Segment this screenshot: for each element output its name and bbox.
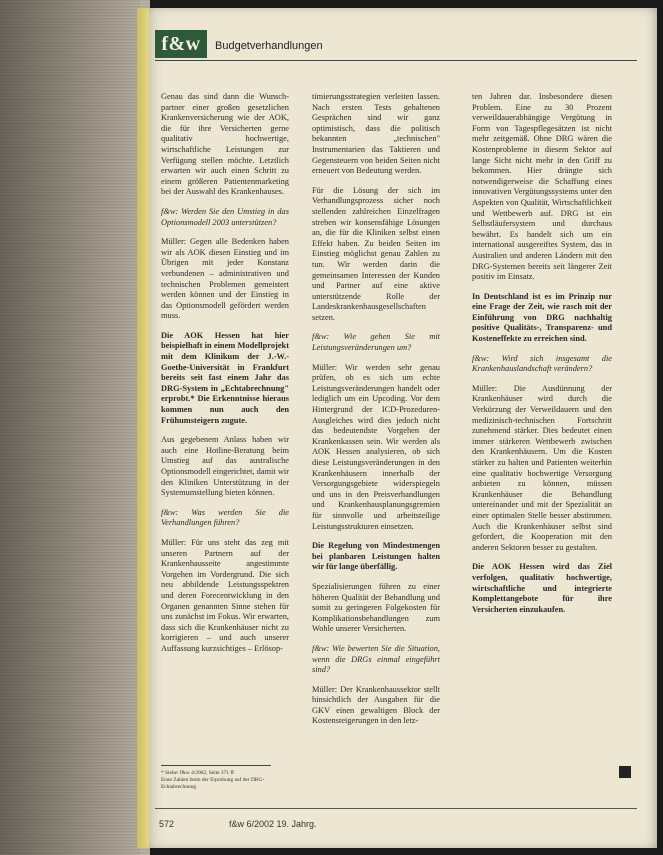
section-title: Budgetverhandlungen [215, 40, 323, 52]
interview-question: f&w: Wird sich insgesamt die Krankenhauslandschaft verändern? [472, 353, 612, 374]
paragraph: Genau das sind dann die Wunsch-partner einer großen gesetzlichen Krankenversicherung wie der AOK, die für ihre Versicherten gerne qualitativ hochwertige, wirtschaftliche Leistungen zur Verfügung stellen möchte. Letztlich erwarten wir auch einen Schritt zu einem größeren Patientenmarketing bei der Auswahl des Krankenhauses. [161, 92, 289, 197]
page-number: 572 [159, 819, 175, 829]
paragraph: Müller: Der Krankenhaussektor stellt hinsichtlich der Ausgaben für die GKV einen gewaltigen Block der Kostensteigerungen in den letz- [312, 684, 440, 726]
interview-question: f&w: Werden Sie den Umstieg in das Optionsmodell 2003 unterstützen? [161, 206, 289, 227]
article-end-mark [619, 766, 631, 778]
paragraph: Müller: Für uns steht das zeg mit unseren Partnern auf der Krankenhausseite angestimmte Vorgehen im Vordergrund. Die sich neu abbildende Leistungsspektren und deren Forecentwicklung in den Organen genannten Sinne stehen für uns zunächst im Fokus. Wir erwarten, dass sich die Krankenhäuser nicht zu korrigieren – und auch unserer Auffassung kurzsichtiges – Erlösop- [161, 537, 289, 653]
interview-question: f&w: Was werden Sie die Verhandlungen führen? [161, 507, 289, 528]
paragraph: Müller: Wir werden sehr genau prüfen, ob es sich um echte Leistungsveränderungen handelt oder lediglich um ein Upcoding. Vor dem Hintergrund der ICD-Prozeduren-Ausgleiches wird dies jedoch nicht das bedeutendste Vorgehen der Krankenkassen sein. Wir werden als AOK Hessen analysieren, ob sich diese Leistungsveränderungen in den Krankenhäusern innerhalb der Versorgungsgebiete widerspiegeln und uns in den Preisverhandlungen und Krankenhausplanungsgremien für sinnvolle und arbeitsteilige Leistungsstrukturen einsetzen. [312, 362, 440, 531]
spine-binding [137, 8, 149, 848]
text-column-1 [161, 92, 289, 762]
interview-question: f&w: Wie bewerten Sie die Situation, wenn die DRGs einmal eingeführt sind? [312, 643, 440, 675]
book-edge-shadow [0, 0, 140, 855]
paragraph: Müller: Gegen alle Bedenken haben wir als AOK diesen Einstieg und im Übrigen mit jeder Konstanz verbundenen – administrativen und technischen Problemen gemeistert werden können und der Einstieg in das Optionsmodell gefördert werden muss. [161, 237, 289, 321]
paragraph: timierungsstrategien verleiten lassen. Nach ersten Tests gehaltenen Gesprächen sind wir ganz optimistisch, dass die politisch bekannten „technischen" Instrumentarien das Taktieren und Gegensteuern von beiden Seiten nicht erneuert von Bedeutung werden. [312, 92, 440, 176]
text-column-3 [472, 92, 612, 762]
interview-question: f&w: Wie gehen Sie mit Leistungsveränderungen um? [312, 332, 440, 353]
issue-label: f&w 6/2002 19. Jahrg. [229, 819, 317, 829]
footnote: * Siehe: f&w 4/2002, Seite 371 ff. [161, 770, 236, 776]
paragraph: Müller: Die Ausdünnung der Krankenhäuser wird durch die Verkürzung der Verweildauern und den medizinisch-technischen Fortschritt zunehmend stärker. Dies bedeutet einen immer stärkeren Wettbewerb zwischen den Krankenhäusern. Um die Kosten stärker zu halten und Patienten weiterhin eine qualitativ hochwertige Versorgung anbieten zu können, müssen Krankenhäuser die Behandlung untereinander und mit der Spezialität an einer optimalen Stelle besser abstimmen. Auch die Krankenhäuser selbst sind gefordert, die Kooperation mit den anderen Sektoren besser zu gestalten. [472, 383, 612, 552]
highlight-paragraph: Die AOK Hessen wird das Ziel verfolgen, qualitativ hochwertige, wirtschaftliche und integrierte Komplettangebote für ihre Versicherten einzukaufen. [472, 562, 612, 614]
paragraph: Spezialisierungen führen zu einer höheren Qualität der Behandlung und somit zu geringeren Folgekosten für Komplikationsbehandlungen zum Wohle unserer Versicherten. [312, 581, 440, 634]
highlight-paragraph: Die Regelung von Mindestmengen bei planbaren Leistungen halten wir für lange überfällig. [312, 541, 440, 572]
document-page [137, 8, 657, 848]
footer-divider [155, 808, 637, 809]
footnotes [161, 770, 291, 791]
highlight-paragraph: In Deutschland ist es im Prinzip nur eine Frage der Zeit, wie rasch mit der Einführung von DRG nachhaltig positive Qualitäts-, Transparenz- und Kosteneffekte zu erreichen sind. [472, 291, 612, 344]
paragraph: Für die Lösung der sich im Verhandlungsprozess sicher noch stellenden zahlreichen Einzelfragen streben wir konsensfähige Lösungen an, die für die Kliniken selbst einen Effekt haben. Zu beiden Seiten im Einstieg möglichst genau Zahlen zu tun. Wir werden darin die gemeinsamen Interessen der Kunden und Partner auf eine aktive unterstützende Rolle der Landeskrankenhausgesellschaften setzen. [312, 185, 440, 322]
text-column-2 [312, 92, 440, 762]
footnote-divider [161, 765, 271, 766]
header-divider [155, 60, 637, 61]
paragraph: ten Jahren dar. Insbesondere diesen Problem. Eine zu 30 Prozent verweildauerabhängige Vergütung in Form von Tagespflegesätzen ist nicht mehr zeitgemäß. Ohne DRG wären die Kostenprobleme in diesem Sektor auf lange Sicht nicht mehr in den Griff zu bekommen. Hier drängte sich notwendigerweise die Schaffung eines innovativen Vergütungssystems unter den Aspekten von Qualität, Wirtschaftlichkeit und Wettbewerb auf. DRG ist ein Selbstläufersystem und durchaus bewährt. Es handelt sich um ein international ausgereiftes System, das in Australien und anderen Ländern mit den DRG-Systemen bereits seit längerer Zeit positiv im Einsatz. [472, 92, 612, 282]
highlight-paragraph: Die AOK Hessen hat hier beispielhaft in einem Modellprojekt mit dem Klinikum der J.-W.-Goethe-Universität in Frankfurt bereits seit fast einem Jahr das DRG-System in „Echtabrechnung" erprobt.* Die Erkenntnisse hieraus kommen nun auch den Frühumsteigern zugute. [161, 330, 289, 425]
footnote: Erste Zahlen beim der Erprobung auf der DRG-Echtabrechnung [161, 777, 265, 790]
paragraph: Aus gegebenem Anlass haben wir auch eine Hotline-Beratung beim Umstieg auf das australische Optionsmodell eingerichtet, damit wir den Kliniken Unterstützung in der Systemumstellung bieten können. [161, 435, 289, 498]
publication-logo: f&w [155, 30, 207, 58]
